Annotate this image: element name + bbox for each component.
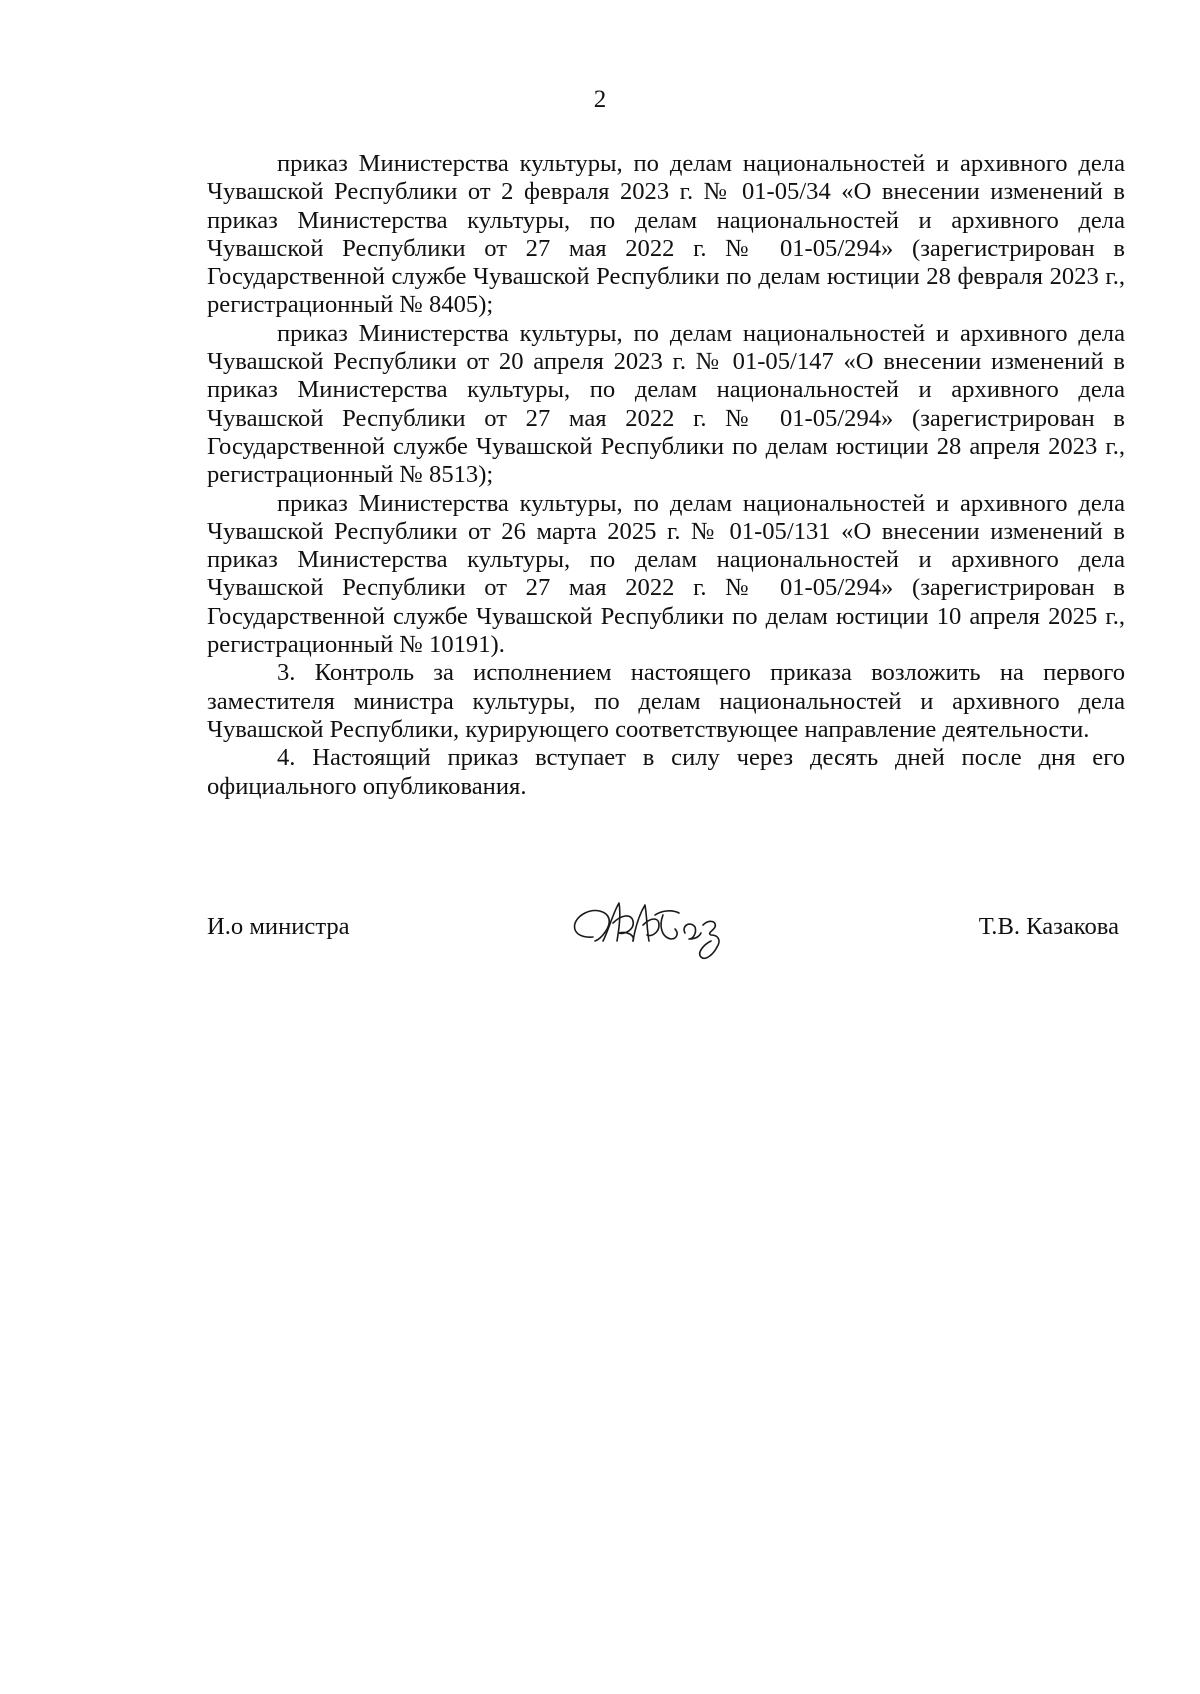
paragraph-item-4-effective: 4. Настоящий приказ вступает в силу через десять дней после дня его официального опубликования. xyxy=(207,744,1125,800)
paragraph-item-3-control: 3. Контроль за исполнением настоящего приказа возложить на первого заместителя министра культуры, по делам национальностей и архивного дела Чувашской Республики, курирующего соответствующее направление деятельности. xyxy=(207,659,1125,743)
paragraph-order-2025-03: приказ Министерства культуры, по делам национальностей и архивного дела Чувашской Республики от 26 марта 2025 г. № 01-05/131 «О внесении изменений в приказ Министерства культуры, по делам национальностей и архивного дела Чувашской Республики от 27 мая 2022 г. № 01-05/294» (зарегистрирован в Государственной службе Чувашской Республики по делам юстиции 10 апреля 2025 г., регистрационный № 10191). xyxy=(207,489,1125,659)
signer-role: И.о министра xyxy=(207,913,350,940)
signer-name: Т.В. Казакова xyxy=(978,913,1119,940)
paragraph-order-2023-04: приказ Министерства культуры, по делам национальностей и архивного дела Чувашской Республики от 20 апреля 2023 г. № 01-05/147 «О внесении изменений в приказ Министерства культуры, по делам национальностей и архивного дела Чувашской Республики от 27 мая 2022 г. № 01-05/294» (зарегистрирован в Государственной службе Чувашской Республики по делам юстиции 28 апреля 2023 г., регистрационный № 8513); xyxy=(207,319,1125,489)
paragraph-order-2023-02: приказ Министерства культуры, по делам национальностей и архивного дела Чувашской Республики от 2 февраля 2023 г. № 01-05/34 «О внесении изменений в приказ Министерства культуры, по делам национальностей и архивного дела Чувашской Республики от 27 мая 2022 г. № 01-05/294» (зарегистрирован в Государственной службе Чувашской Республики по делам юстиции 28 февраля 2023 г., регистрационный № 8405); xyxy=(207,150,1125,319)
page-number: 2 xyxy=(593,86,607,113)
handwritten-signature xyxy=(563,895,743,965)
signature-block xyxy=(207,895,1125,975)
document-body xyxy=(207,150,1125,801)
